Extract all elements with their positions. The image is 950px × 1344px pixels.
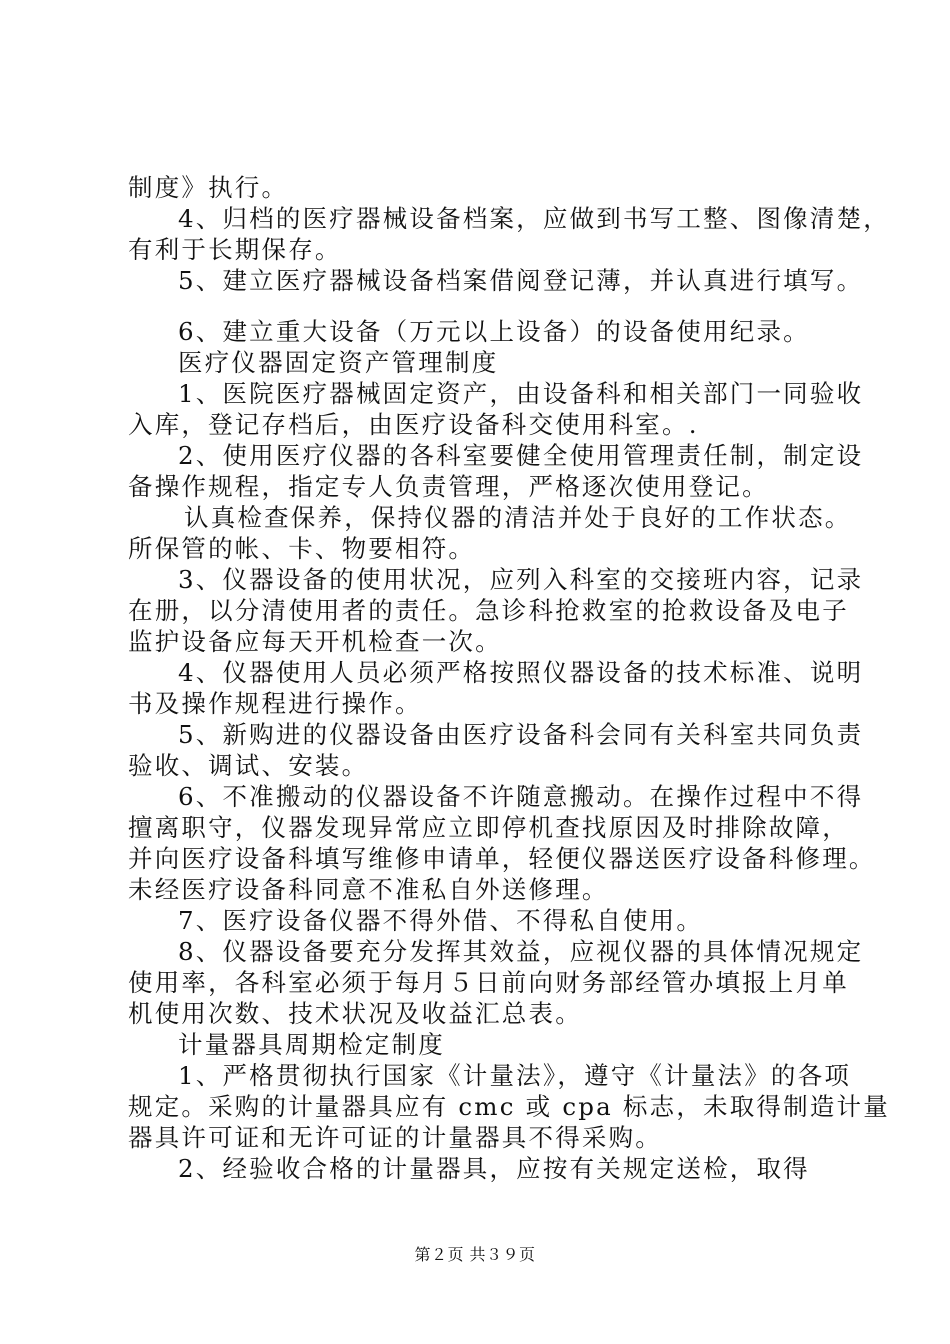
text-line: 在册，以分清使用者的责任。急诊科抢救室的抢救设备及电子 [128, 596, 849, 625]
text-line: 机使用次数、技术状况及收益汇总表。 [128, 999, 582, 1028]
text-line: 6、建立重大设备（万元以上设备）的设备使用纪录。 [178, 317, 810, 346]
text-line: 8、仪器设备要充分发挥其效益，应视仪器的具体情况规定 [178, 937, 864, 966]
text-line: 认真检查保养，保持仪器的清洁并处于良好的工作状态。 [184, 503, 852, 532]
document-body [128, 172, 890, 1184]
text-line: 书及操作规程进行操作。 [128, 689, 422, 718]
text-line: 有利于长期保存。 [128, 235, 342, 264]
page-number-footer: 第２页 共３９页 [414, 1245, 536, 1264]
text-line: 并向医疗设备科填写维修申请单，轻便仪器送医疗设备科修理。 [128, 844, 876, 873]
text-line: 4、仪器使用人员必须严格按照仪器设备的技术标准、说明 [178, 658, 864, 687]
text-line: 4、归档的医疗器械设备档案，应做到书写工整、图像清楚， [178, 204, 890, 233]
text-line: 5、新购进的仪器设备由医疗设备科会同有关科室共同负责 [178, 720, 864, 749]
text-line: 6、不准搬动的仪器设备不许随意搬动。在操作过程中不得 [178, 782, 864, 811]
text-line: 1、严格贯彻执行国家《计量法》，遵守《计量法》的各项 [178, 1061, 852, 1090]
text-line: 制度》执行。 [128, 173, 289, 202]
text-line: 5、建立医疗器械设备档案借阅登记薄，并认真进行填写。 [178, 266, 864, 295]
text-line: 规定。采购的计量器具应有 cmc 或 cpa 标志，未取得制造计量 [128, 1092, 890, 1121]
text-line: 3、仪器设备的使用状况，应列入科室的交接班内容，记录 [178, 565, 864, 594]
text-line: 监护设备应每天开机检查一次。 [128, 627, 502, 656]
text-line: 2、经验收合格的计量器具，应按有关规定送检，取得 [178, 1154, 810, 1183]
text-line: 1、医院医疗器械固定资产，由设备科和相关部门一同验收 [178, 379, 864, 408]
text-line: 入库，登记存档后，由医疗设备科交使用科室。. [128, 410, 699, 439]
text-line: 擅离职守，仪器发现异常应立即停机查找原因及时排除故障， [128, 813, 849, 842]
section-heading: 医疗仪器固定资产管理制度 [178, 348, 499, 377]
text-line: 2、使用医疗仪器的各科室要健全使用管理责任制，制定设 [178, 441, 864, 470]
section-heading: 计量器具周期检定制度 [178, 1030, 445, 1059]
paragraph-gap [128, 296, 833, 316]
text-line: 验收、调试、安装。 [128, 751, 369, 780]
text-line: 所保管的帐、卡、物要相符。 [128, 534, 476, 563]
text-line: 器具许可证和无许可证的计量器具不得采购。 [128, 1123, 662, 1152]
text-line: 未经医疗设备科同意不准私自外送修理。 [128, 875, 609, 904]
text-line: 备操作规程，指定专人负责管理，严格逐次使用登记。 [128, 472, 769, 501]
text-line: 7、医疗设备仪器不得外借、不得私自使用。 [178, 906, 704, 935]
text-line: 使用率，各科室必须于每月５日前向财务部经管办填报上月单 [128, 968, 849, 997]
